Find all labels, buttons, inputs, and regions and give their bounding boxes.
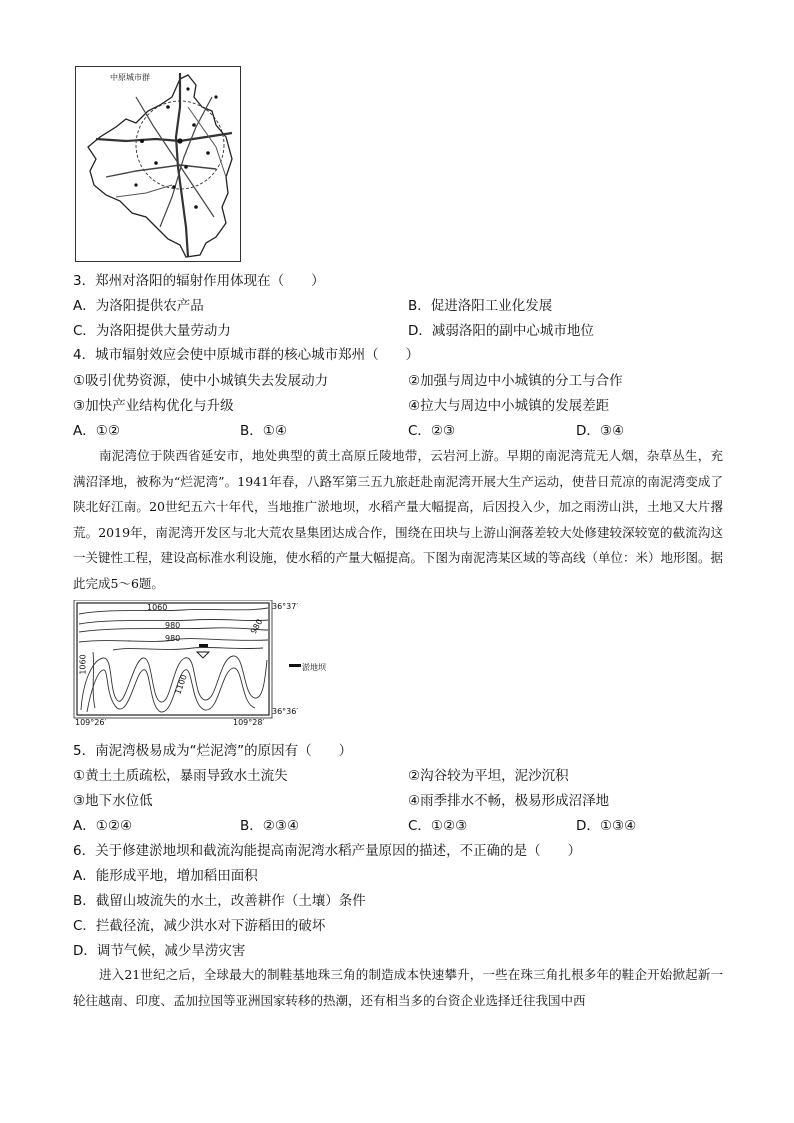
q5-statement-1: ①黄土土质疏松，暴雨导致水土流失 [73, 768, 288, 784]
q3-option-c: C．为洛阳提供大量劳动力 [73, 323, 231, 339]
q5-option-d: D．①③④ [576, 818, 637, 834]
longitude-right-label: 109°28′ [233, 718, 265, 727]
q5-statement-2: ②沟谷较为平坦，泥沙沉积 [408, 768, 569, 784]
latitude-top-label: 36°37′ [272, 602, 299, 611]
q5-statement-3: ③地下水位低 [73, 793, 153, 809]
map-drawing [76, 67, 240, 261]
q5-option-c: C．①②③ [408, 818, 468, 834]
q6-option-c: C．拦截径流，减少洪水对下游稻田的破坏 [73, 918, 326, 934]
q4-option-b: B．①④ [240, 423, 287, 439]
contour-label-1060: 1060 [147, 603, 168, 612]
nanniwan-contour-map [73, 600, 333, 728]
q3-option-a: A．为洛阳提供农产品 [73, 298, 204, 314]
contour-label-980-b: 980 [165, 634, 181, 643]
q3-option-b: B．促进洛阳工业化发展 [408, 298, 553, 314]
q4-option-c: C．②③ [408, 423, 456, 439]
q4-statement-3: ③加快产业结构优化与升级 [73, 398, 234, 414]
contour-label-980-c: 980 [248, 617, 265, 636]
q4-option-d: D．③④ [576, 423, 625, 439]
longitude-left-label: 109°26′ [75, 718, 107, 727]
central-plains-urban-agglomeration-map [75, 66, 241, 262]
question-4-stem: 4．城市辐射效应会使中原城市群的核心城市郑州（ ） [73, 347, 420, 363]
contour-label-1100: 1100 [173, 673, 189, 696]
question-5-stem: 5．南泥湾极易成为“烂泥湾”的原因有（ ） [73, 743, 353, 759]
question-6-stem: 6．关于修建淤地坝和截流沟能提高南泥湾水稻产量原因的描述，不正确的是（ ） [73, 843, 582, 859]
latitude-bottom-label: 36°36′ [272, 707, 299, 716]
passage-shoe-industry-text: 进入21世纪之后，全球最大的制鞋基地珠三角的制造成本快速攀升，一些在珠三角扎根多年的鞋企开始掀起新一轮往越南、印度、孟加拉国等亚洲国家转移的热潮，还有相当多的台资企业选择迁往我国中西 [73, 967, 723, 1008]
q6-option-a: A．能形成平地，增加稻田面积 [73, 868, 258, 884]
map-title: 中原城市群 [110, 73, 150, 82]
q5-option-b: B．②③④ [240, 818, 300, 834]
passage-nanniwan-text: 南泥湾位于陕西省延安市，地处典型的黄土高原丘陵地带，云岩河上游。早期的南泥湾荒无人烟，杂草丛生，充满沼泽地，被称为“烂泥湾”。1941年春，八路军第三五九旅赶赴南泥湾开展大生产运动，使昔日荒凉的南泥湾变成了陕北好江南。20世纪五六十年代，当地推广淤地坝，水稻产量大幅提高，后因投入少，加之雨涝山洪，土地又大片撂荒。2019年，南泥湾开发区与北大荒农垦集团达成合作，围绕在田块与上游山涧落差较大处修建较深较宽的截流沟这一关键性工程，建设高标准水利设施，使水稻的产量大幅提高。下图为南泥湾某区域的等高线（单位：米）地形图。据此完成5～6题。 [73, 448, 724, 591]
q6-option-d: D．调节气候，减少旱涝灾害 [73, 943, 246, 959]
q4-option-a: A．①② [73, 423, 120, 439]
legend-dam-label: 淤地坝 [302, 663, 326, 672]
question-3-stem: 3．郑州对洛阳的辐射作用体现在（ ） [73, 273, 325, 289]
contour-label-980-a: 980 [165, 621, 181, 630]
q3-option-d: D．减弱洛阳的副中心城市地位 [408, 323, 594, 339]
q5-option-a: A．①②④ [73, 818, 133, 834]
passage-shoe-industry [73, 962, 723, 1013]
q4-statement-4: ④拉大与周边中小城镇的发展差距 [408, 398, 610, 414]
q5-statement-4: ④雨季排水不畅，极易形成沼泽地 [408, 793, 610, 809]
q6-option-b: B．截留山坡流失的水土，改善耕作（土壤）条件 [73, 893, 366, 909]
passage-nanniwan [73, 443, 723, 596]
contour-label-1060-b: 1060 [78, 654, 88, 675]
q4-statement-2: ②加强与周边中小城镇的分工与合作 [408, 373, 623, 389]
q4-statement-1: ①吸引优势资源，使中小城镇失去发展动力 [73, 373, 329, 389]
